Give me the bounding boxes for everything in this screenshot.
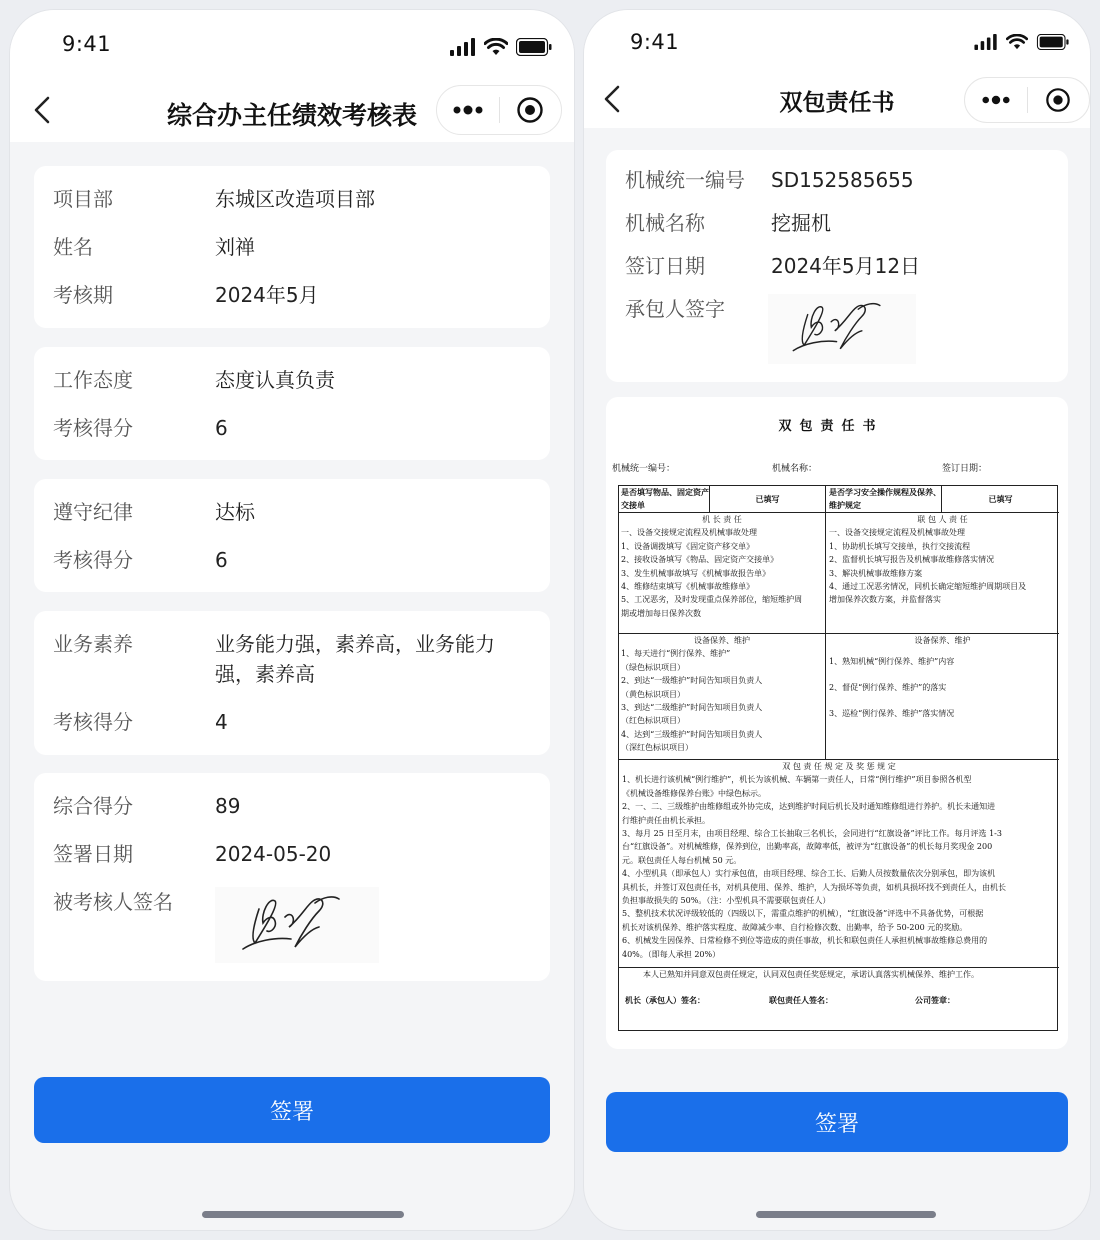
doc-line: （红色标识项目） — [621, 716, 685, 726]
pledge-cell — [619, 967, 1059, 1032]
score-value: 6 — [215, 416, 228, 440]
machine-code-label: 机械统一编号 — [625, 168, 745, 192]
doc-line: 机长对该机保养、维护落实程度、故障减少率、自行检修次数、出勤率，给予 50-200 元的奖励。 — [622, 922, 968, 932]
doc-line: 4、维修结束填写《机械事故维修单》 — [621, 582, 755, 592]
signal-icon — [974, 34, 998, 50]
discipline-value: 达标 — [215, 500, 255, 524]
mini-program-capsule — [964, 77, 1090, 123]
score-label: 考核得分 — [53, 416, 133, 440]
doc-meta-code: 机械统一编号： — [612, 464, 676, 474]
machine-code-value: SD152585655 — [771, 168, 914, 192]
doc-line: 3、每月 25 日至月末，由项目经理、综合工长抽取三名机长，会同进行“红旗设备”评比工作。每月评选 1-3 — [622, 829, 1002, 839]
target-icon — [1045, 87, 1071, 113]
more-button[interactable] — [965, 78, 1027, 122]
contract-date-label: 签订日期 — [625, 254, 705, 278]
doc-line: 台“红旗设备”。对机械维修，保养到位，出勤率高，故障率低，被评为“红旗设备”的机长每月奖现金 200 — [622, 842, 993, 852]
period-row — [53, 280, 531, 310]
total-score-label: 综合得分 — [53, 794, 133, 818]
doc-line: 1、熟知机械“例行保养、维护”内容 — [829, 657, 955, 667]
name-value: 刘禅 — [215, 235, 255, 259]
doc-line: 一、设备交接规定流程及机械事故处理 — [621, 528, 757, 538]
rules-head: 双 包 责 任 规 定 及 奖 惩 规 定 — [782, 762, 896, 771]
close-mini-program-button[interactable] — [499, 86, 561, 134]
doc-line: 《机械设备维修保养台账》中绿色标示。 — [622, 788, 766, 798]
signature-image — [215, 887, 379, 963]
score-label: 考核得分 — [53, 710, 133, 734]
doc-meta-name: 机械名称： — [772, 464, 818, 474]
machine-name-label: 机械名称 — [625, 211, 705, 235]
wifi-icon — [1006, 34, 1028, 50]
score-value: 6 — [215, 548, 228, 572]
doc-line: 3、解决机械事故维修方案 — [829, 568, 923, 578]
page-title: 综合办主任绩效考核表 — [166, 101, 417, 130]
signer-label: 被考核人签名 — [53, 890, 173, 914]
dept-value: 东城区改造项目部 — [215, 187, 375, 211]
doc-line: 3、到达“二级维护”时间告知项目负责人 — [621, 703, 763, 713]
machine-info-card — [606, 150, 1068, 382]
doc-line: 5、整机技术状况评级较低的（四级以下，需重点维护的机械），“红旗设备”评选中不具备优势，可根据 — [622, 909, 984, 919]
machine-name-value: 挖掘机 — [771, 211, 831, 235]
sign-button[interactable]: 签署 — [34, 1077, 550, 1143]
status-bar — [10, 10, 574, 82]
attitude-label: 工作态度 — [53, 368, 133, 392]
competence-card — [34, 611, 550, 755]
doc-line: 6、机械发生因保养、日常检修不到位等造成的责任事故，机长和联包责任人承担机械事故维修总费用的 — [622, 936, 988, 946]
captain-duty-head: 机 长 责 任 — [702, 515, 742, 524]
total-score-value: 89 — [215, 794, 241, 818]
attitude-value: 态度认真负责 — [215, 368, 335, 392]
doc-line: 1、设备调拨填写《固定资产移交单》 — [621, 541, 755, 551]
pledge-text: 本人已熟知并同意双包责任规定，认同双包责任奖惩规定，承诺认真落实机械保养、维护工作。 — [643, 970, 979, 979]
doc-line: 期或增加每日保养次数 — [621, 608, 701, 618]
doc-line: （黄色标识项目） — [621, 689, 685, 699]
attitude-card — [34, 347, 550, 460]
captain-maintenance-cell — [619, 633, 825, 759]
handwritten-signature — [768, 294, 916, 364]
battery-icon — [516, 38, 552, 56]
mini-program-capsule — [436, 85, 562, 135]
doc-line: 3、巡检“例行保养、维护”落实情况 — [829, 709, 955, 719]
partner-maintenance-head: 设备保养、维护 — [914, 636, 971, 645]
discipline-score-row — [53, 545, 531, 575]
captain-maintenance-head: 设备保养、维护 — [694, 636, 750, 645]
doc-line: 2、监督机长填写报告及机械事故维修落实情况 — [829, 555, 995, 565]
doc-line: 1、每天进行“例行保养、维护” — [621, 649, 731, 659]
nav-bar — [10, 82, 574, 142]
close-mini-program-button[interactable] — [1027, 78, 1089, 122]
doc-line: 元。联包责任人每台机械 50 元。 — [622, 855, 742, 865]
dept-label: 项目部 — [53, 187, 113, 211]
rules-list — [622, 773, 1056, 961]
doc-line: 增加保养次数方案，并监督落实 — [829, 595, 941, 605]
nav-bar — [584, 70, 1090, 128]
sign-button[interactable]: 签署 — [606, 1092, 1068, 1152]
sig-partner-label: 联包责任人签名： — [769, 995, 833, 1005]
sign-date-value: 2024-05-20 — [215, 842, 332, 866]
total-score-row — [53, 791, 531, 821]
signal-icon — [450, 38, 476, 56]
handwritten-signature — [215, 887, 379, 963]
partner-duty-head: 联 包 人 责 任 — [917, 515, 968, 524]
doc-line: 40%。（即每人承担 20%） — [622, 949, 721, 959]
doc-line: 1、协助机长填写交接单，执行交接流程 — [829, 541, 971, 551]
signature-image — [768, 294, 916, 364]
doc-line: 5、工况恶劣，及时发现重点保养部位，缩短维护周 — [621, 595, 803, 605]
machine-name-row — [625, 208, 1049, 238]
captain-maintenance-list — [621, 647, 823, 754]
competence-value: 业务能力强，素养高，业务能力强，素养高 — [215, 632, 495, 686]
period-label: 考核期 — [53, 283, 113, 307]
partner-duty-list — [829, 526, 1056, 606]
period-value: 2024年5月 — [215, 283, 319, 307]
contractor-sign-label: 承包人签字 — [625, 297, 725, 321]
row1-left-label: 是否填写物品、固定资产交接单 — [621, 487, 709, 511]
phone-right-responsibility-doc — [584, 10, 1090, 1230]
doc-line: 具机长，并签订双包责任书，对机具使用、保养、维护，人为损坏等负责，如机具损坏找不到责任人，由机长 — [622, 882, 1006, 892]
rules-cell — [619, 759, 1059, 967]
doc-line: 4、小型机具（即承包人）实行承包值，由项目经理、综合工长、后勤人员按数量依次分别承包，即为该机 — [622, 869, 996, 879]
more-dots-icon — [453, 105, 483, 115]
contract-date-value: 2024年5月12日 — [771, 254, 921, 278]
name-row — [53, 232, 531, 262]
doc-line: 2、接收设备填写《物品、固定资产交接单》 — [621, 555, 779, 565]
doc-line: 4、通过工况恶劣情况，同机长确定缩短维护周期项目及 — [829, 582, 1027, 592]
score-value: 4 — [215, 710, 228, 734]
contract-document-card — [606, 397, 1068, 1049]
status-icons — [450, 38, 552, 56]
partner-maintenance-cell — [825, 633, 1059, 759]
summary-card — [34, 773, 550, 981]
score-label: 考核得分 — [53, 548, 133, 572]
document-title: 双包责任书 — [778, 419, 884, 434]
sig-company-label: 公司签章： — [915, 995, 955, 1005]
attitude-row — [53, 365, 531, 395]
target-icon — [516, 96, 544, 124]
phone-left-performance-form — [10, 10, 574, 1230]
doc-line: 行维护责任由机长承担。 — [622, 815, 710, 825]
captain-duty-cell — [619, 512, 825, 633]
row1-right-label: 是否学习安全操作规程及保养、维护规定 — [825, 486, 941, 512]
basic-info-card — [34, 166, 550, 328]
contract-table — [618, 485, 1058, 1031]
dept-row — [53, 184, 531, 214]
doc-line: 4、达到“三级维护”时间告知项目负责人 — [621, 729, 763, 739]
sign-date-row — [53, 839, 531, 869]
doc-line: 1、机长进行该机械“例行维护”，机长为该机械、车辆第一责任人，日常“例行维护”项目参照各机型 — [622, 775, 972, 785]
competence-row — [53, 629, 531, 689]
more-dots-icon — [982, 95, 1010, 105]
machine-code-row — [625, 165, 1049, 195]
discipline-card — [34, 479, 550, 592]
discipline-row — [53, 497, 531, 527]
name-label: 姓名 — [53, 235, 93, 259]
competence-label: 业务素养 — [53, 632, 133, 656]
contract-date-row — [625, 251, 1049, 281]
attitude-score-row — [53, 413, 531, 443]
row1-left-value: 已填写 — [709, 486, 825, 512]
contract-document — [606, 397, 1056, 1019]
home-indicator — [202, 1211, 404, 1218]
doc-line: 负担事故损失的 50%。（注：小型机具不需要联包责任人） — [622, 896, 831, 906]
doc-line: 3、发生机械事故填写《机械事故报告单》 — [621, 568, 771, 578]
sign-date-label: 签署日期 — [53, 842, 133, 866]
home-indicator — [756, 1211, 936, 1218]
doc-line: 2、到达“一级维护”时间告知项目负责人 — [621, 676, 763, 686]
captain-duty-list — [621, 526, 823, 620]
status-time: 9:41 — [630, 30, 680, 54]
doc-line: （深红色标识项目） — [621, 743, 693, 753]
discipline-label: 遵守纪律 — [53, 500, 133, 524]
battery-icon — [1036, 34, 1070, 50]
wifi-icon — [484, 38, 508, 56]
doc-line: 一、设备交接规定流程及机械事故处理 — [829, 528, 965, 538]
page-title: 双包责任书 — [779, 90, 895, 116]
competence-score-row — [53, 707, 531, 737]
more-button[interactable] — [437, 86, 499, 134]
status-time: 9:41 — [62, 32, 112, 56]
partner-duty-cell — [825, 512, 1059, 633]
row1-right-value: 已填写 — [941, 486, 1059, 512]
partner-maintenance-list — [829, 649, 1056, 727]
doc-meta-date: 签订日期： — [942, 464, 988, 474]
doc-line: （绿色标识项目） — [621, 662, 685, 672]
sig-captain-label: 机长（承包人）签名： — [625, 995, 705, 1005]
doc-line: 2、督促“例行保养、维护”的落实 — [829, 683, 947, 693]
doc-line: 2、一、二、三级维护由维修组或外协完成，达到维护时间后机长及时通知维修组进行养护。机长未通知进 — [622, 802, 996, 812]
status-icons — [974, 34, 1070, 50]
